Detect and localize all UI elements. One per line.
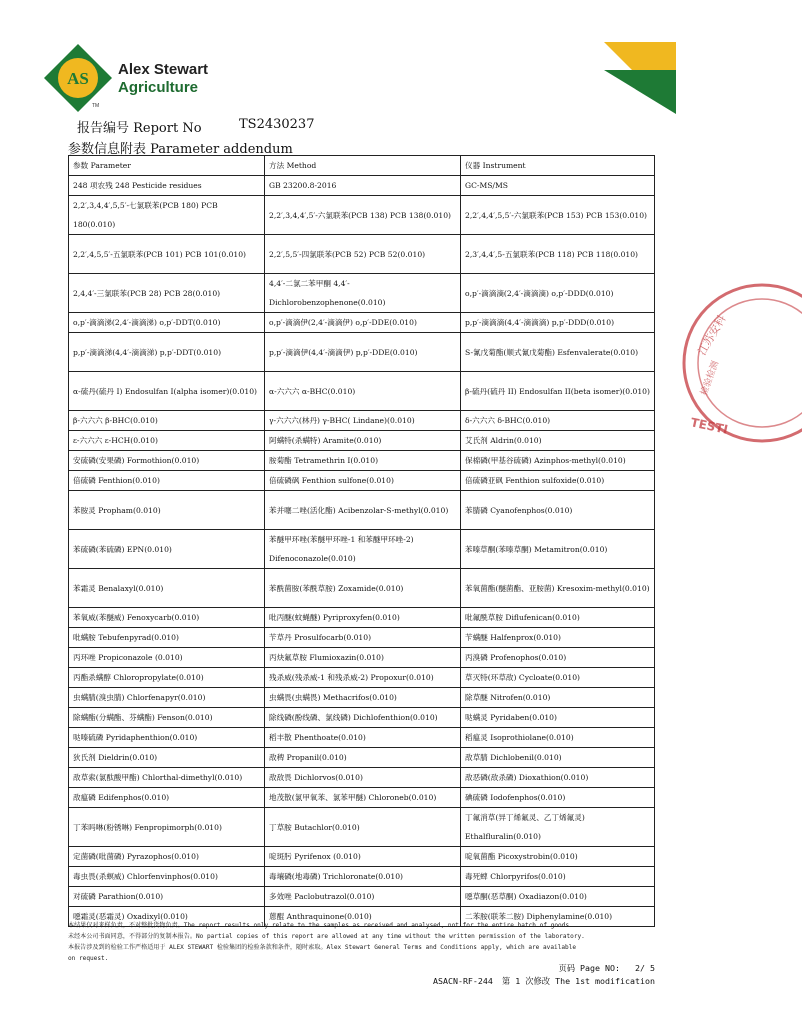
column-header: 方法 Method	[265, 156, 461, 176]
table-row	[69, 648, 655, 668]
table-row	[69, 530, 655, 569]
table-cell: 吡螨胺 Tebufenpyrad(0.010)	[69, 628, 265, 648]
table-row	[69, 808, 655, 847]
company-name-line1: Alex Stewart	[118, 61, 209, 78]
table-cell: 碘硫磷 Iodofenphos(0.010)	[461, 788, 655, 808]
table-cell: 蒽醌 Anthraquinone(0.010)	[265, 907, 461, 927]
table-row	[69, 668, 655, 688]
table-cell: 阿螨特(杀螨特) Aramite(0.010)	[265, 431, 461, 451]
page-number-value: 2/ 5	[635, 963, 655, 973]
table-row	[69, 333, 655, 372]
form-code: ASACN-RF-244	[432, 976, 493, 986]
table-row	[69, 471, 655, 491]
table-cell: γ-六六六(林丹) γ-BHC( Lindane)(0.010)	[265, 411, 461, 431]
table-cell: 毒死蜱 Chlorpyrifos(0.010)	[461, 867, 655, 887]
table-cell: 稻瘟灵 Isoprothiolane(0.010)	[461, 728, 655, 748]
table-cell: GB 23200.8-2016	[265, 176, 461, 196]
table-cell: 苯酰菌胺(苯酰草胺) Zoxamide(0.010)	[265, 569, 461, 608]
table-cell: 二苯胺(联苯二胺) Diphenylamine(0.010)	[461, 907, 655, 927]
table-cell: 苯胺灵 Propham(0.010)	[69, 491, 265, 530]
table-cell: p,p′-滴滴滴(4,4′-滴滴滴) p,p′-DDD(0.010)	[461, 313, 655, 333]
table-cell: 敌草索(氯酞酸甲酯) Chlorthal-dimethyl(0.010)	[69, 768, 265, 788]
table-header-row	[69, 156, 655, 176]
table-cell: p,p′-滴滴涕(4,4′-滴滴涕) p,p′-DDT(0.010)	[69, 333, 265, 372]
table-cell: 丙炔氟草胺 Flumioxazin(0.010)	[265, 648, 461, 668]
stamp-text-bottom: 检验检测	[699, 359, 722, 398]
table-row	[69, 608, 655, 628]
company-logo	[42, 42, 114, 114]
form-code-line	[433, 975, 655, 987]
table-cell: 苄草丹 Prosulfocarb(0.010)	[265, 628, 461, 648]
table-cell: 稻丰散 Phenthoate(0.010)	[265, 728, 461, 748]
table-row	[69, 176, 655, 196]
page-number-label: 页码 Page NO:	[558, 963, 621, 973]
company-name	[118, 62, 208, 95]
report-number-line	[77, 117, 315, 136]
table-row	[69, 431, 655, 451]
table-cell: 保棉磷(甲基谷硫磷) Azinphos-methyl(0.010)	[461, 451, 655, 471]
table-row	[69, 411, 655, 431]
table-cell: 2,4,4′-三氯联苯(PCB 28) PCB 28(0.010)	[69, 274, 265, 313]
table-cell: 2,2′,5,5′-四氯联苯(PCB 52) PCB 52(0.010)	[265, 235, 461, 274]
table-cell: GC-MS/MS	[461, 176, 655, 196]
company-name-line2: Agriculture	[118, 79, 199, 96]
footer-note-line: 本报告涉及到的检验工作严格适用于 ALEX STEWART 检验集团的检验条款和条件，随时索取。Alex Stewart General Terms and Conditions apply, which are available	[68, 944, 577, 951]
table-cell: 噁草酮(恶草酮) Oxadiazon(0.010)	[461, 887, 655, 907]
table-row	[69, 372, 655, 411]
column-header: 仪器 Instrument	[461, 156, 655, 176]
table-cell: 2,2′,3,4,4′,5,5′-七氯联苯(PCB 180) PCB 180(0.010)	[69, 196, 265, 235]
table-cell: 啶氧菌酯 Picoxystrobin(0.010)	[461, 847, 655, 867]
table-cell: 苯并噻二唑(活化酯) Acibenzolar-S-methyl(0.010)	[265, 491, 461, 530]
table-row	[69, 235, 655, 274]
table-row	[69, 887, 655, 907]
table-cell: 敌敌畏 Dichlorvos(0.010)	[265, 768, 461, 788]
logo-letters: AS	[67, 69, 89, 88]
table-cell: 苯硫磷(苯硫磷) EPN(0.010)	[69, 530, 265, 569]
table-cell: 倍硫磷亚砜 Fenthion sulfoxide(0.010)	[461, 471, 655, 491]
trademark-mark: TM	[92, 103, 100, 109]
table-cell: 苄螨醚 Halfenprox(0.010)	[461, 628, 655, 648]
table-cell: p,p′-滴滴伊(4,4′-滴滴伊) p,p′-DDE(0.010)	[265, 333, 461, 372]
table-cell: o,p′-滴滴滴(2,4′-滴滴滴) o,p′-DDD(0.010)	[461, 274, 655, 313]
table-cell: 啶斑肟 Pyrifenox (0.010)	[265, 847, 461, 867]
parameter-table	[68, 155, 655, 927]
table-cell: 狄氏剂 Dieldrin(0.010)	[69, 748, 265, 768]
footer-note-line: on request.	[68, 955, 109, 962]
addendum-title: 参数信息附表 Parameter addendum	[68, 142, 293, 157]
table-cell: 丁苯吗啉(粉锈啉) Fenpropimorph(0.010)	[69, 808, 265, 847]
table-cell: 苯氧菌酯(醚菌酯、亚胺菌) Kresoxim-methyl(0.010)	[461, 569, 655, 608]
table-row	[69, 196, 655, 235]
table-cell: 倍硫磷砜 Fenthion sulfone(0.010)	[265, 471, 461, 491]
table-cell: 苯醚甲环唑(苯醚甲环唑-1 和苯醚甲环唑-2) Difenoconazole(0.010)	[265, 530, 461, 569]
table-cell: 噁霜灵(恶霜灵) Oxadixyl(0.010)	[69, 907, 265, 927]
table-cell: 虫螨腈(溴虫腈) Chlorfenapyr(0.010)	[69, 688, 265, 708]
table-cell: 苯腈磷 Cyanofenphos(0.010)	[461, 491, 655, 530]
table-cell: 虫螨畏(虫螨畏) Methacrifos(0.010)	[265, 688, 461, 708]
table-cell: o,p′-滴滴伊(2,4′-滴滴伊) o,p′-DDE(0.010)	[265, 313, 461, 333]
table-row	[69, 768, 655, 788]
table-row	[69, 491, 655, 530]
footer-note-line: 本结果仅对来样负责，不对整批货物负责。The report results only relate to the samples as received and analysed, not for the entire batch of goods.	[68, 922, 573, 929]
table-cell: 残杀威(残杀威-1 和残杀威-2) Propoxur(0.010)	[265, 668, 461, 688]
table-row	[69, 274, 655, 313]
table-row	[69, 867, 655, 887]
table-cell: 敌恶磷(敌杀磷) Dioxathion(0.010)	[461, 768, 655, 788]
corner-decoration	[604, 42, 676, 114]
table-cell: δ-六六六 δ-BHC(0.010)	[461, 411, 655, 431]
table-cell: 胺菊酯 Tetramethrin I(0.010)	[265, 451, 461, 471]
table-cell: 2,2′,4,4′,5,5′-六氯联苯(PCB 153) PCB 153(0.010)	[461, 196, 655, 235]
table-cell: 倍硫磷 Fenthion(0.010)	[69, 471, 265, 491]
table-row	[69, 788, 655, 808]
table-cell: 敌草腈 Dichlobenil(0.010)	[461, 748, 655, 768]
table-cell: 除线磷(酚线磷、氯线磷) Dichlofenthion(0.010)	[265, 708, 461, 728]
table-cell: 2,2′,3,4,4′,5′-六氯联苯(PCB 138) PCB 138(0.010)	[265, 196, 461, 235]
table-cell: 安硫磷(安果磷) Formothion(0.010)	[69, 451, 265, 471]
table-cell: 地茂散(氯甲氧苯、氯苯甲醚) Chloroneb(0.010)	[265, 788, 461, 808]
table-cell: 丁氟消草(异丁烯氟灵、乙丁烯氟灵) Ethalfluralin(0.010)	[461, 808, 655, 847]
table-cell: 丙环唑 Propiconazole (0.010)	[69, 648, 265, 668]
table-cell: 248 项农残 248 Pesticide residues	[69, 176, 265, 196]
table-cell: α-硫丹(硫丹 I) Endosulfan I(alpha isomer)(0.010)	[69, 372, 265, 411]
table-cell: α-六六六 α-BHC(0.010)	[265, 372, 461, 411]
table-cell: 定菌磷(吡菌磷) Pyrazophos(0.010)	[69, 847, 265, 867]
footer-note-line: 未经本公司书面同意，不得部分的复制本报告。No partial copies of this report are allowed at any time without the written permission of the laboratory.	[68, 933, 585, 940]
table-cell: β-六六六 β-BHC(0.010)	[69, 411, 265, 431]
table-row	[69, 628, 655, 648]
table-cell: 2,2′,4,5,5′-五氯联苯(PCB 101) PCB 101(0.010)	[69, 235, 265, 274]
table-cell: 敌瘟磷 Edifenphos(0.010)	[69, 788, 265, 808]
table-cell: 多效唑 Paclobutrazol(0.010)	[265, 887, 461, 907]
table-cell: 4,4′-二氯二苯甲酮 4,4′-Dichlorobenzophenone(0.010)	[265, 274, 461, 313]
report-number-label: 报告编号 Report No	[77, 121, 202, 136]
table-cell: 敌稗 Propanil(0.010)	[265, 748, 461, 768]
table-cell: 哒螨灵 Pyridaben(0.010)	[461, 708, 655, 728]
table-cell: 吡丙醚(蚊蝇醚) Pyriproxyfen(0.010)	[265, 608, 461, 628]
table-cell: S-氰戊菊酯(顺式氰戊菊酯) Esfenvalerate(0.010)	[461, 333, 655, 372]
table-body	[69, 176, 655, 927]
table-cell: 苯嗪草酮(苯嗪草酮) Metamitron(0.010)	[461, 530, 655, 569]
table-cell: ε-六六六 ε-HCH(0.010)	[69, 431, 265, 451]
inspection-stamp	[682, 278, 802, 448]
table-row	[69, 688, 655, 708]
table-row	[69, 569, 655, 608]
table-cell: 丙溴磷 Profenophos(0.010)	[461, 648, 655, 668]
table-row	[69, 847, 655, 867]
table-cell: 2,3′,4,4′,5-五氯联苯(PCB 118) PCB 118(0.010)	[461, 235, 655, 274]
table-cell: 吡氟酰草胺 Diflufenican(0.010)	[461, 608, 655, 628]
table-cell: 毒虫畏(杀螟威) Chlorfenvinphos(0.010)	[69, 867, 265, 887]
table-cell: 哒嗪硫磷 Pyridaphenthion(0.010)	[69, 728, 265, 748]
table-cell: β-硫丹(硫丹 II) Endosulfan II(beta isomer)(0.010)	[461, 372, 655, 411]
table-cell: 苯氧威(苯醚威) Fenoxycarb(0.010)	[69, 608, 265, 628]
stamp-text-top: 江苏安科	[695, 312, 729, 358]
table-row	[69, 748, 655, 768]
table-cell: o,p′-滴滴涕(2,4′-滴滴涕) o,p′-DDT(0.010)	[69, 313, 265, 333]
column-header: 参数 Parameter	[69, 156, 265, 176]
table-row	[69, 313, 655, 333]
table-cell: 艾氏剂 Aldrin(0.010)	[461, 431, 655, 451]
table-cell: 除草醚 Nitrofen(0.010)	[461, 688, 655, 708]
table-cell: 毒壤磷(地毒磷) Trichloronate(0.010)	[265, 867, 461, 887]
table-cell: 苯霜灵 Benalaxyl(0.010)	[69, 569, 265, 608]
revision-note: 第 1 次修改 The 1st modification	[501, 976, 655, 986]
table-row	[69, 451, 655, 471]
table-row	[69, 708, 655, 728]
table-cell: 丁草胺 Butachlor(0.010)	[265, 808, 461, 847]
table-cell: 草灭特(环草敌) Cycloate(0.010)	[461, 668, 655, 688]
stamp-text-side: TESTI	[689, 415, 730, 437]
table-cell: 对硫磷 Parathion(0.010)	[69, 887, 265, 907]
table-cell: 丙酯杀螨醇 Chloropropylate(0.010)	[69, 668, 265, 688]
footer-disclaimers	[68, 920, 658, 964]
report-number: TS2430237	[239, 117, 315, 132]
page-number	[558, 962, 655, 974]
table-cell: 除螨酯(分螨酯、芬螨酯) Fenson(0.010)	[69, 708, 265, 728]
table-row	[69, 728, 655, 748]
